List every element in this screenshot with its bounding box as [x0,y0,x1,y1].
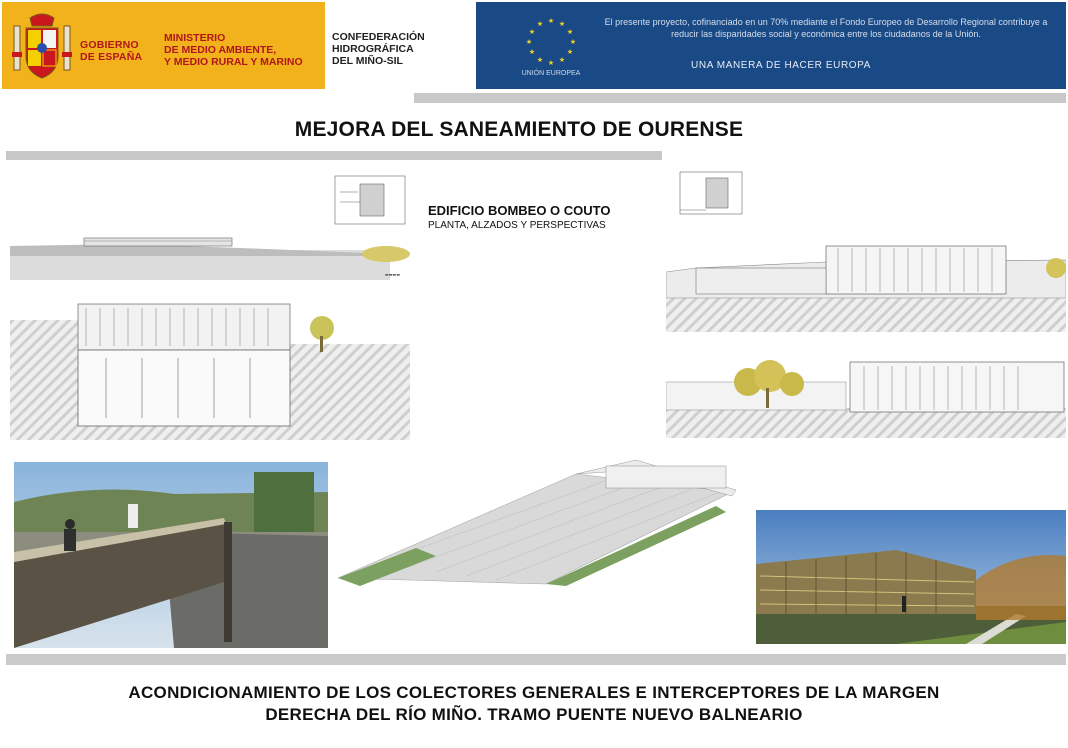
government-name: GOBIERNO DE ESPAÑA [80,39,143,63]
drawing-elevation-east [666,352,1066,438]
eu-funding-banner [476,2,1066,89]
eu-funding-text: El presente proyecto, cofinanciado en un 70% mediante el Fondo Europeo de Desarrollo Regional contribuye a reducir las disparidades social y económica entre los ciudadanos de la Unión. [604,17,1048,39]
drawing-elevation-north [666,168,1066,332]
confederation-name: CONFEDERACIÓN HIDROGRÁFICA DEL MIÑO-SIL [332,31,425,67]
drawing-elevation-west [10,298,412,442]
svg-text:★: ★ [536,20,544,28]
coat-of-arms-icon [10,12,74,82]
render-aerial-perspective [336,456,760,586]
svg-text:★: ★ [566,28,574,36]
svg-text:★: ★ [525,38,533,46]
svg-text:★: ★ [558,20,566,28]
ministry-name: MINISTERIO DE MEDIO AMBIENTE, Y MEDIO RURAL Y MARINO [164,32,303,68]
page-title: MEJORA DEL SANEAMIENTO DE OURENSE [294,118,744,141]
eu-caption: UNIÓN EUROPEA [521,70,581,77]
svg-text:★: ★ [528,28,536,36]
photo-bridge-walkway [14,462,328,648]
divider-top-right [414,93,1066,103]
drawing-elevation-south [10,172,412,282]
government-logo-block [2,2,325,89]
svg-text:▬▬▬▬: ▬▬▬▬ [384,272,400,277]
eu-stars-icon [506,10,596,70]
svg-text:★: ★ [558,56,566,64]
svg-text:★: ★ [547,17,555,25]
building-heading: EDIFICIO BOMBEO O COUTO [428,203,611,218]
svg-text:★: ★ [569,38,577,46]
svg-text:★: ★ [528,48,536,56]
project-footer-title: ACONDICIONAMIENTO DE LOS COLECTORES GENERALES E INTERCEPTORES DE LA MARGEN DERECHA DEL RÍO MIÑO. TRAMO PUENTE NUEVO BALNEARIO [128,683,940,724]
svg-text:★: ★ [566,48,574,56]
building-subheading: PLANTA, ALZADOS Y PERSPECTIVAS [428,220,606,231]
svg-text:★: ★ [547,59,555,67]
eu-slogan: UNA MANERA DE HACER EUROPA [691,60,871,71]
svg-text:★: ★ [536,56,544,64]
divider-footer [6,654,1066,665]
render-building-perspective [756,510,1066,644]
divider-title [6,151,662,160]
